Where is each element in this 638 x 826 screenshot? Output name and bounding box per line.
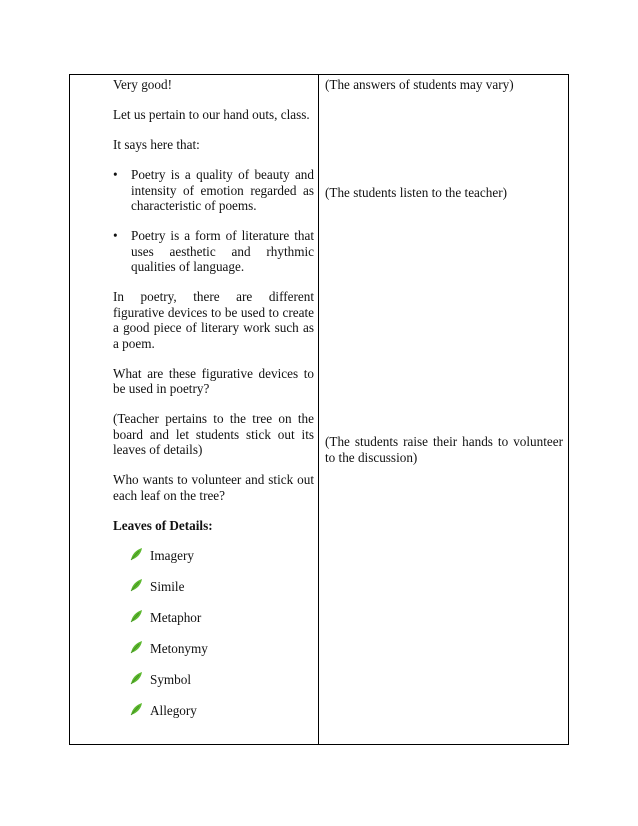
leaf-icon (129, 609, 143, 623)
raise-text: (The students raise their hands to volunteer to the discussion) (325, 434, 563, 465)
leaf-item (129, 641, 330, 672)
leaf-icon (129, 671, 143, 685)
leaf-icon (129, 640, 143, 654)
volunteer-text: Who wants to volunteer and stick out each leaf on the tree? (113, 472, 314, 503)
figurative-text: In poetry, there are different figurative devices to be used to create a good piece of literary work such as a poem. (113, 289, 314, 351)
says-text: It says here that: (113, 137, 200, 152)
bullet-item (113, 228, 314, 275)
leaf-item (129, 610, 330, 641)
bullet-text: Poetry is a form of literature that uses aesthetic and rhythmic qualities of language. (131, 228, 314, 274)
leaf-item (129, 548, 330, 579)
bullet-icon: • (113, 228, 118, 243)
bullet-text: Poetry is a quality of beauty and intensity of emotion regarded as characteristic of poems. (131, 167, 314, 213)
leaves-heading: Leaves of Details: (113, 517, 213, 533)
bullet-icon: • (113, 167, 118, 182)
bullet-item (113, 167, 314, 214)
question-text: What are these figurative devices to be used in poetry? (113, 365, 314, 396)
pertain-text: Let us pertain to our hand outs, class. (113, 107, 310, 122)
leaf-label: Allegory (150, 702, 197, 718)
leaf-icon (129, 578, 143, 592)
very-good-text: Very good! (113, 77, 172, 92)
leaf-item (129, 703, 330, 734)
leaf-label: Imagery (150, 547, 194, 563)
leaf-icon (129, 702, 143, 716)
leaf-item (129, 672, 330, 703)
leaf-label: Metaphor (150, 609, 202, 625)
listen-text: (The students listen to the teacher) (325, 185, 507, 200)
teacher-column (113, 77, 314, 734)
leaf-label: Metonymy (150, 640, 208, 656)
tree-text: (Teacher pertains to the tree on the board and let students stick out its leaves of details) (113, 411, 314, 457)
leaf-label: Symbol (150, 671, 192, 687)
leaf-label: Simile (150, 578, 185, 594)
leaf-icon (129, 547, 143, 561)
leaf-item (129, 579, 330, 610)
answers-text: (The answers of students may vary) (325, 77, 514, 92)
